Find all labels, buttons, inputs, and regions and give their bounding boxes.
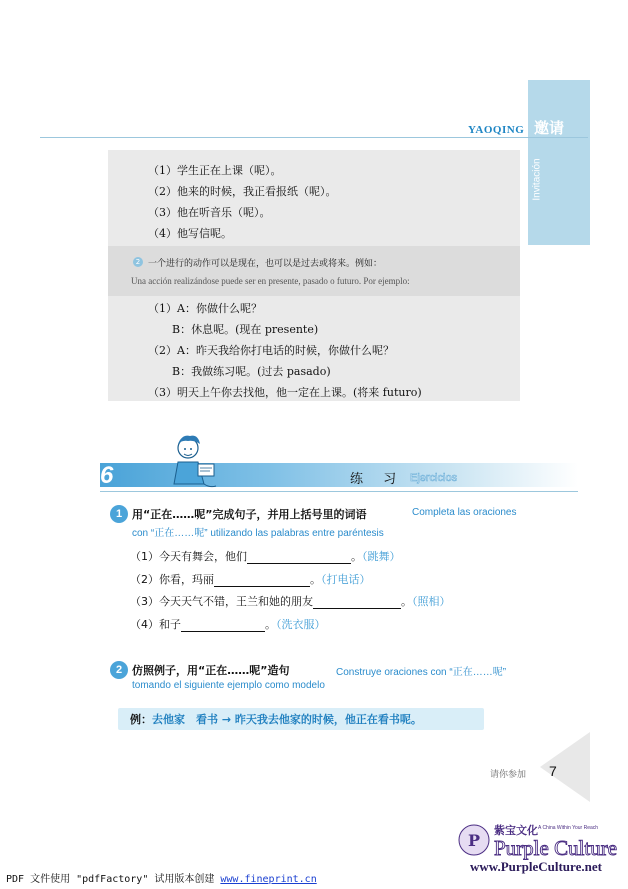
question-1-badge: 1 [110,505,128,523]
grammar-example: （1）A：你做什么呢？ [148,302,262,315]
question-1-prompt-es-cont: con “正在……呢” utilizando las palabras entre paréntesis [132,528,384,539]
question-1-prompt-es: Completa las oraciones [412,507,517,518]
question-2-prompt-es-cont: tomando el siguiente ejemplo como modelo [132,680,325,691]
question-2-prompt-zh: 仿照例子，用“正在……呢”造句 [132,664,290,677]
student-illustration-icon [160,432,224,492]
example-sentence: 例：去他家 看书 → 昨天我去他家的时候，他正在看书呢。 [130,713,422,726]
svg-text:P: P [467,831,481,850]
exercise-item: （3）今天天气不错，王兰和她的朋友 。（照相） [130,595,451,608]
page-corner-decoration [540,732,590,802]
exercise-item: （1）今天有舞会，他们 。（跳舞） [130,550,401,563]
grammar-example: B：休息呢。(现在 presente) [172,323,319,336]
grammar-example: （3）他在听音乐（呢）。 [148,206,271,219]
chapter-side-label: Invitación [531,158,543,201]
exercise-item: （4）和子 。（洗衣服） [130,618,326,631]
answer-blank[interactable] [247,552,351,564]
purple-culture-logo-icon [458,824,490,856]
brand-name-zh: 紫宝文化 [494,824,538,837]
exercises-title-es: Ejercicios [410,472,458,484]
grammar-example: （2）A：昨天我给你打电话的时候，你做什么呢？ [148,344,394,357]
question-1-prompt-zh: 用“正在……呢”完成句子，并用上括号里的词语 [132,508,367,521]
brand-name-en: Purple Culture [494,836,618,860]
grammar-example: （1）学生正在上课（呢）。 [148,164,282,177]
fineprint-link[interactable]: www.fineprint.cn [220,874,317,885]
grammar-note-zh: 一个进行的动作可以是现在，也可以是过去或将来。例如： [148,259,383,269]
grammar-note-es: Una acción realizándose puede ser en presente, pasado o futuro. Por ejemplo: [131,276,410,286]
answer-blank[interactable] [181,620,265,632]
header-rule [40,137,588,138]
grammar-example: （3）明天上午你去找他，他一定在上课。(将来 futuro) [148,386,422,399]
brand-url[interactable]: www.PurpleCulture.net [470,859,602,874]
answer-blank[interactable] [313,597,401,609]
chapter-pinyin: YAOQING [468,124,525,136]
pdf-creator-note: PDF 文件使用 "pdfFactory" 试用版本创建 www.fineprint.cn [6,874,317,885]
grammar-example: （4）他写信呢。 [148,227,232,240]
exercises-title-zh: 练 习 [350,472,405,487]
note-number-badge: 2 [133,257,143,267]
question-2-prompt-es: Construye oraciones con “正在……呢” [336,667,507,678]
answer-blank[interactable] [214,575,310,587]
section-number: 6 [100,462,114,489]
page-running-title: 请你参加 [490,770,527,780]
chapter-title: 邀请 [534,119,565,137]
grammar-note-box [108,246,520,296]
brand-tagline: A China Within Your Reach [538,825,599,831]
exercise-item: （2）你看，玛丽 。（打电话） [130,573,371,586]
question-2-badge: 2 [110,661,128,679]
grammar-example: （2）他来的时候，我正看报纸（呢）。 [148,185,337,198]
page-number: 7 [549,763,557,779]
grammar-example: B：我做练习呢。(过去 pasado) [172,365,331,378]
